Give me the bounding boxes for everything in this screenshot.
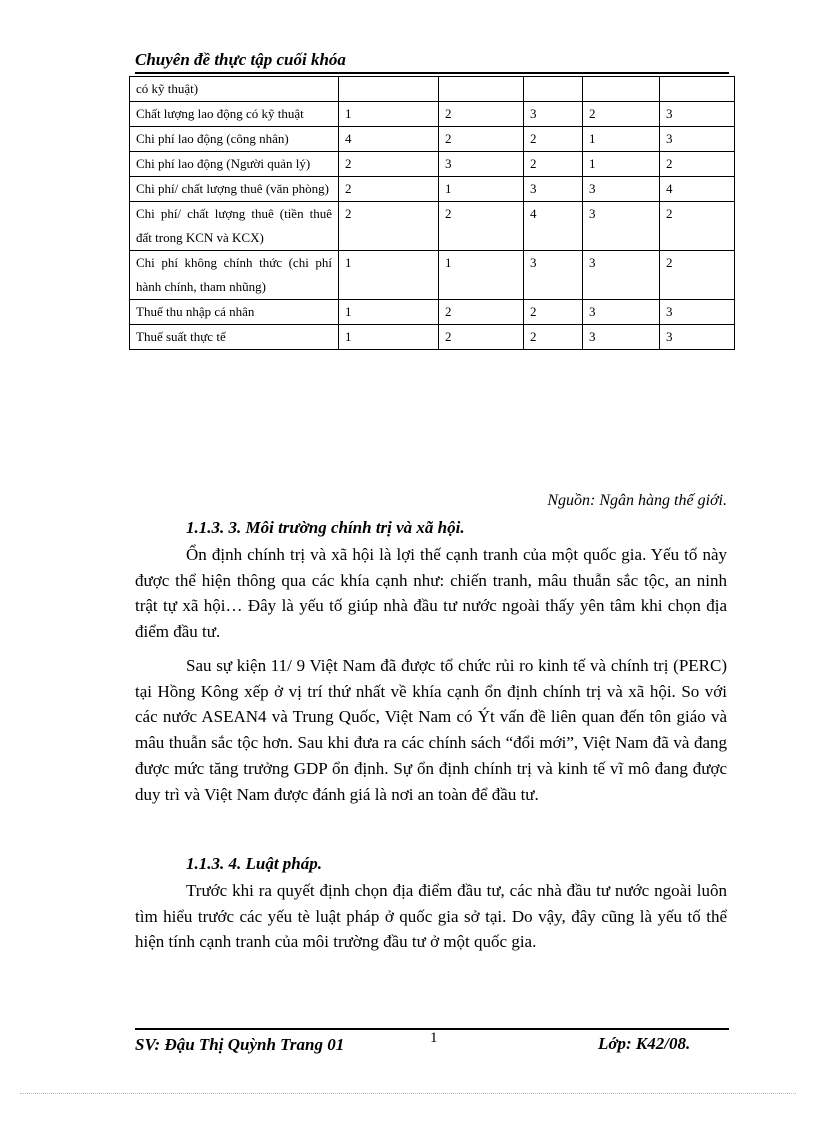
- table-cell-value: 2: [524, 325, 583, 350]
- table-row-label: Chi phí lao động (công nhân): [130, 127, 339, 152]
- table-row: [130, 202, 735, 251]
- table-cell-value: 2: [339, 177, 439, 202]
- table-cell-value: 2: [660, 152, 735, 177]
- table-row: [130, 77, 735, 102]
- table-cell-value: [660, 77, 735, 102]
- table-cell-value: [439, 77, 524, 102]
- table-row: [130, 300, 735, 325]
- page-header-title: Chuyên đề thực tập cuối khóa: [135, 50, 346, 69]
- table-cell-value: 3: [524, 251, 583, 300]
- table-cell-value: 3: [660, 325, 735, 350]
- table-cell-value: 3: [660, 127, 735, 152]
- table-cell-value: 2: [524, 300, 583, 325]
- page-bottom-dotted-border: [20, 1093, 796, 1094]
- table-cell-value: [524, 77, 583, 102]
- table-row: [130, 177, 735, 202]
- table-cell-value: 3: [524, 102, 583, 127]
- table-row-label: Chi phí không chính thức (chi phí hành chính, tham nhũng): [130, 251, 339, 300]
- comparison-table: [129, 76, 735, 350]
- footer-student-name: SV: Đậu Thị Quỳnh Trang 01: [135, 1035, 345, 1054]
- table-cell-value: 4: [660, 177, 735, 202]
- comparison-table-body: [130, 77, 735, 350]
- table-cell-value: 3: [583, 300, 660, 325]
- table-row: [130, 152, 735, 177]
- table-cell-value: 1: [339, 325, 439, 350]
- table-row-label: có kỹ thuật): [130, 77, 339, 102]
- table-cell-value: 3: [660, 102, 735, 127]
- table-cell-value: 1: [583, 152, 660, 177]
- table-cell-value: 2: [439, 102, 524, 127]
- table-row-label: Thuế thu nhập cá nhân: [130, 300, 339, 325]
- table-cell-value: 1: [339, 102, 439, 127]
- table-row: [130, 127, 735, 152]
- table-cell-value: [339, 77, 439, 102]
- table-cell-value: 3: [583, 202, 660, 251]
- table-cell-value: 2: [439, 202, 524, 251]
- table-cell-value: 2: [524, 152, 583, 177]
- table-cell-value: 2: [524, 127, 583, 152]
- table-cell-value: 2: [439, 127, 524, 152]
- table-cell-value: 2: [660, 202, 735, 251]
- table-cell-value: 1: [439, 177, 524, 202]
- paragraph-politics-1: Ổn định chính trị và xã hội là lợi thế cạnh tranh của một quốc gia. Yếu tố này được thể hiện thông qua các khía cạnh như: chiến tranh, mâu thuẫn sắc tộc, an ninh trật tự xã hội… Đây là yếu tố giúp nhà đầu tư nước ngoài thấy yên tâm khi chọn địa điểm đầu tư.: [135, 545, 727, 642]
- table-cell-value: 2: [339, 152, 439, 177]
- paragraph-law-1: Trước khi ra quyết định chọn địa điểm đầu tư, các nhà đầu tư nước ngoài luôn tìm hiểu trước các yếu tè luật pháp ở quốc gia sở tại. Do vậy, đây cũng là yếu tố thể hiện tính cạnh tranh của môi trường đầu tư ở một quốc gia.: [135, 881, 727, 952]
- header-divider: [135, 72, 729, 74]
- table-row-label: Chi phí lao động (Người quản lý): [130, 152, 339, 177]
- table-cell-value: 2: [439, 300, 524, 325]
- table-cell-value: 2: [660, 251, 735, 300]
- table-row-label: Chi phí/ chất lượng thuê (văn phòng): [130, 177, 339, 202]
- paragraph-politics-2: Sau sự kiện 11/ 9 Việt Nam đã được tổ chức rủi ro kinh tế và chính trị (PERC) tại Hồng Kông xếp ở vị trí thứ nhất về khía cạnh ổn định chính trị và xã hội. So với các nước ASEAN4 và Trung Quốc, Việt Nam có Ýt vấn đề liên quan đến tôn giáo và mâu thuẫn sắc tộc hơn. Sau khi đưa ra các chính sách “đổi mới”, Việt Nam đã và đang được mức tăng trưởng GDP ổn định. Sự ổn định chính trị và kinh tế vĩ mô đang được duy trì và Việt Nam được đánh giá là nơi an toàn để đầu tư.: [135, 656, 727, 804]
- table-cell-value: 1: [439, 251, 524, 300]
- table-cell-value: 3: [660, 300, 735, 325]
- table-cell-value: 3: [583, 177, 660, 202]
- table-cell-value: 2: [439, 325, 524, 350]
- table-cell-value: 1: [339, 300, 439, 325]
- table-row: [130, 251, 735, 300]
- table-cell-value: 2: [583, 102, 660, 127]
- table-source: Nguồn: Ngân hàng thế giới.: [547, 492, 727, 509]
- table-cell-value: 1: [339, 251, 439, 300]
- table-cell-value: 2: [339, 202, 439, 251]
- table-cell-value: 1: [583, 127, 660, 152]
- table-cell-value: 3: [583, 251, 660, 300]
- table-row: [130, 325, 735, 350]
- footer-class: Lớp: K42/08.: [598, 1034, 691, 1053]
- table-cell-value: 4: [524, 202, 583, 251]
- table-row-label: Chất lượng lao động có kỹ thuật: [130, 102, 339, 127]
- page-number: 1: [430, 1030, 438, 1046]
- table-cell-value: 3: [583, 325, 660, 350]
- table-row-label: Chi phí/ chất lượng thuê (tiền thuê đất trong KCN và KCX): [130, 202, 339, 251]
- section-heading-politics: 1.1.3. 3. Môi trường chính trị và xã hội.: [186, 518, 465, 537]
- table-cell-value: 3: [524, 177, 583, 202]
- section-heading-law: 1.1.3. 4. Luật pháp.: [186, 854, 323, 873]
- table-cell-value: 4: [339, 127, 439, 152]
- table-cell-value: [583, 77, 660, 102]
- table-row-label: Thuế suất thực tế: [130, 325, 339, 350]
- table-row: [130, 102, 735, 127]
- table-cell-value: 3: [439, 152, 524, 177]
